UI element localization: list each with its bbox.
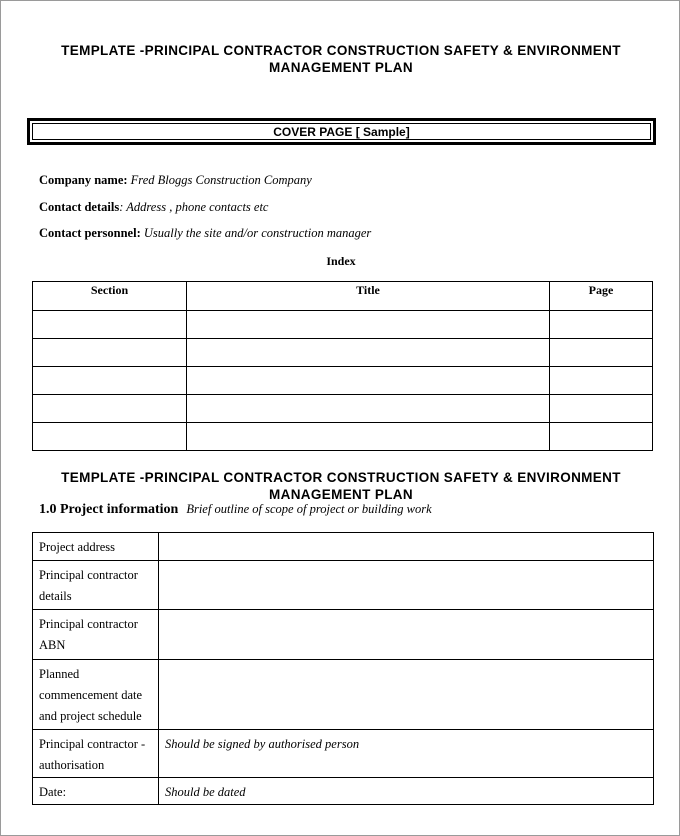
project-address-value [159, 533, 654, 561]
table-row [33, 561, 654, 610]
index-header-page: Page [550, 282, 653, 311]
index-cell [550, 339, 653, 367]
table-row [33, 395, 653, 423]
contact-personnel-label: Contact personnel: [39, 226, 141, 240]
cover-page-label: COVER PAGE [ Sample] [32, 123, 651, 140]
project-info-subtitle: Brief outline of scope of project or building work [186, 502, 432, 516]
index-cell [33, 311, 187, 339]
index-label: Index [326, 254, 356, 268]
project-info-heading [39, 502, 432, 518]
index-cell [187, 367, 550, 395]
contact-details-field [39, 200, 268, 215]
index-cell [187, 311, 550, 339]
date-label: Date: [33, 778, 159, 805]
document-title-line1: TEMPLATE -PRINCIPAL CONTRACTOR CONSTRUCTION SAFETY & ENVIRONMENT [61, 43, 621, 58]
project-address-label: Project address [33, 533, 159, 561]
index-cell [33, 339, 187, 367]
authorisation-value: Should be signed by authorised person [159, 730, 654, 778]
index-cell [187, 395, 550, 423]
table-row [33, 730, 654, 778]
date-value: Should be dated [159, 778, 654, 805]
section-title-line2: MANAGEMENT PLAN [269, 487, 413, 502]
table-row [33, 533, 654, 561]
company-name-field [39, 173, 312, 188]
index-cell [550, 395, 653, 423]
index-cell [550, 423, 653, 451]
cover-page-banner [27, 118, 656, 145]
contractor-details-label: Principal contractor details [33, 561, 159, 610]
company-name-label: Company name: [39, 173, 128, 187]
table-row [33, 311, 653, 339]
document-title-line2: MANAGEMENT PLAN [269, 60, 413, 75]
index-cell [33, 423, 187, 451]
company-name-value: Fred Bloggs Construction Company [130, 173, 312, 187]
index-cell [550, 367, 653, 395]
index-cell [33, 395, 187, 423]
project-info-table [32, 532, 654, 805]
commencement-schedule-label: Planned commencement date and project schedule [33, 660, 159, 730]
commencement-schedule-value [159, 660, 654, 730]
project-info-title: 1.0 Project information [39, 502, 179, 517]
contact-personnel-field [39, 226, 371, 241]
table-row [33, 778, 654, 805]
table-row [33, 367, 653, 395]
index-cell [33, 367, 187, 395]
table-row [33, 339, 653, 367]
table-row [33, 610, 654, 660]
contractor-abn-label: Principal contractor ABN [33, 610, 159, 660]
contractor-abn-value [159, 610, 654, 660]
table-row [33, 660, 654, 730]
contact-personnel-value: Usually the site and/or construction manager [143, 226, 372, 240]
section-title-line1: TEMPLATE -PRINCIPAL CONTRACTOR CONSTRUCTION SAFETY & ENVIRONMENT [61, 470, 621, 485]
index-header-title: Title [187, 282, 550, 311]
index-header-section: Section [33, 282, 187, 311]
table-row [33, 423, 653, 451]
index-cell [187, 423, 550, 451]
contact-details-label: Contact details [39, 200, 120, 214]
index-header-row [33, 282, 653, 311]
contractor-details-value [159, 561, 654, 610]
index-table [32, 281, 653, 451]
contact-details-value: : Address , phone contacts etc [119, 200, 269, 214]
index-cell [550, 311, 653, 339]
index-cell [187, 339, 550, 367]
authorisation-label: Principal contractor - authorisation [33, 730, 159, 778]
